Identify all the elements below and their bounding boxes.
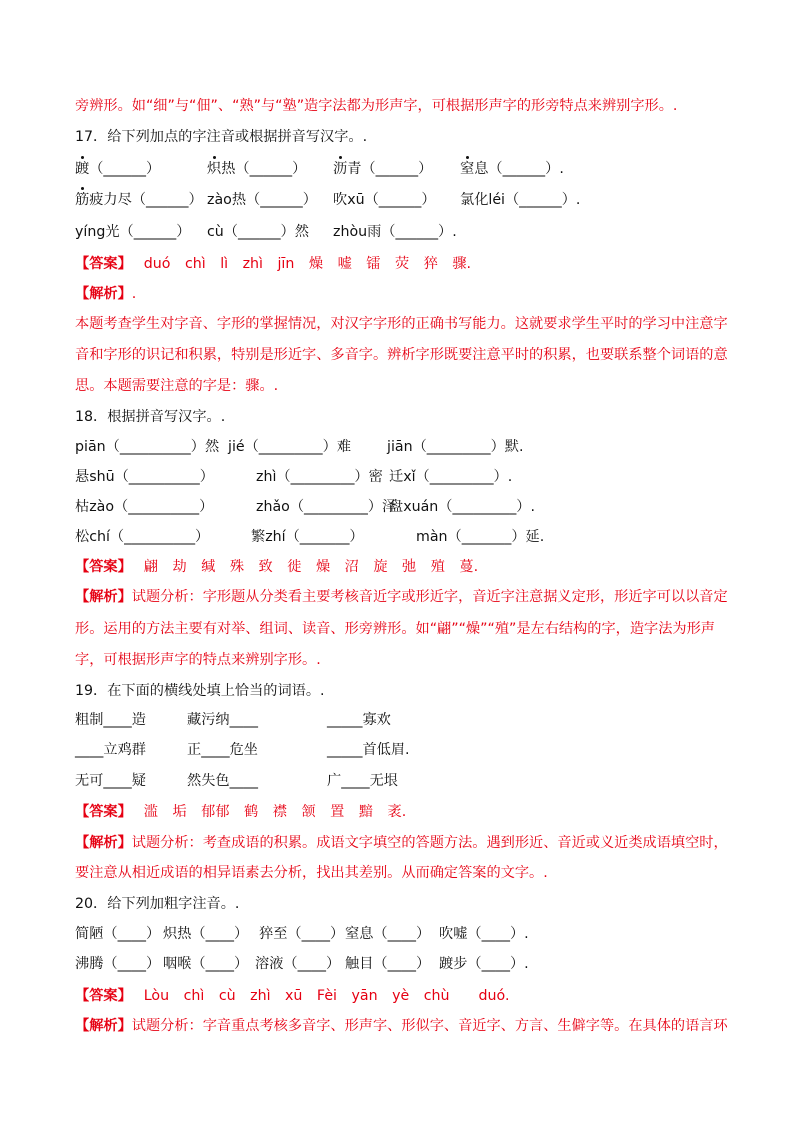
analysis-text: . xyxy=(131,286,137,302)
analysis-line: 字，可根据形声字的特点来辨别字形。. xyxy=(75,652,321,668)
q20-item: 炽热（____） xyxy=(163,926,249,942)
q18-item: zhǎo（_________）泽 xyxy=(256,499,397,515)
previous-analysis-continuation: 旁辨形。如“细”与“佃”、“熟”与“塾”造字法都为形声字，可根据形声字的形旁特点来辨别字形。. xyxy=(75,98,678,114)
q18-item: 枯zào（__________） xyxy=(75,499,214,515)
char: 筋 xyxy=(75,192,90,208)
char: 踱 xyxy=(75,161,90,177)
q17-item xyxy=(460,159,564,179)
analysis-line: 音和字形的识记和积累，特别是形近字、多音字。辨析字形既要注意平时的积累，也要联系整个词语的意 xyxy=(75,347,728,363)
blank-text: 疲力尽（______） xyxy=(89,192,203,208)
answer-text: Lòu chì cù zhì xū Fèi yān yè chù duó. xyxy=(143,988,510,1004)
q18-item: jié（_________）难 xyxy=(228,439,352,455)
q19-item: 正____危坐 xyxy=(187,742,258,758)
q17-item: cù（______）然 xyxy=(207,224,309,240)
q20-item: 溶液（____） xyxy=(255,956,341,972)
q18-item: 迁xǐ（_________）. xyxy=(389,469,513,485)
answer-label: 【答案】 xyxy=(75,256,132,272)
q20-item: 踱步（____）. xyxy=(439,956,529,972)
analysis-label: 【解析】 xyxy=(75,286,132,302)
emphasis-dot xyxy=(213,156,216,159)
question-20-analysis-header xyxy=(75,1016,728,1036)
question-19-analysis-header xyxy=(75,833,728,853)
q20-item: 咽喉（____） xyxy=(163,956,249,972)
blank-text: 热（______） xyxy=(221,161,307,177)
answer-label: 【答案】 xyxy=(75,559,132,575)
emphasized-char xyxy=(460,159,474,179)
q17-item: zào热（______） xyxy=(207,192,317,208)
emphasized-char xyxy=(75,159,89,179)
char: 炽 xyxy=(207,161,222,177)
q20-item: 猝至（____） xyxy=(259,926,345,942)
emphasized-char xyxy=(75,190,89,210)
char: 沥 xyxy=(333,161,348,177)
q20-item: 窒息（____） xyxy=(345,926,431,942)
analysis-text: 试题分析：字形题从分类看主要考核音近字或形近字，音近字注意据义定形，形近字可以以音定 xyxy=(131,589,728,605)
emphasis-dot xyxy=(466,156,469,159)
analysis-text: 试题分析：字音重点考核多音字、形声字、形似字、音近字、方言、生僻字等。在具体的语言环 xyxy=(131,1018,728,1034)
analysis-label: 【解析】 xyxy=(75,1018,132,1034)
q17-item: 氯化léi（______）. xyxy=(460,192,581,208)
q19-item: 无可____疑 xyxy=(75,773,146,789)
q18-item: màn（_______）延. xyxy=(416,529,545,545)
blank-text: （______） xyxy=(89,161,161,177)
q19-item: 粗制____造 xyxy=(75,712,146,728)
q20-item: 吹嘘（____）. xyxy=(439,926,529,942)
emphasis-dot xyxy=(339,156,342,159)
analysis-line: 思。本题需要注意的字是：骤。. xyxy=(75,378,279,394)
question-20-title: 20．给下列加粗字注音。. xyxy=(75,896,240,912)
q17-item xyxy=(75,190,203,210)
q20-item: 简陋（____） xyxy=(75,926,161,942)
char: 窒 xyxy=(460,161,475,177)
q17-item: yíng光（______） xyxy=(75,224,191,240)
q19-item: 广____无垠 xyxy=(327,773,398,789)
question-19-title: 19．在下面的横线处填上恰当的词语。. xyxy=(75,683,325,699)
blank-text: 息（______）. xyxy=(474,161,564,177)
question-18-title: 18．根据拼音写汉字。. xyxy=(75,409,226,425)
analysis-label: 【解析】 xyxy=(75,835,132,851)
analysis-line: 形。运用的方法主要有对举、组词、读音、形旁辨形。如“翩”“燥”“殖”是左右结构的字，造字法为形声 xyxy=(75,621,715,637)
q18-item: 松chí（__________） xyxy=(75,529,210,545)
question-19-answer xyxy=(75,802,406,822)
q17-item: zhòu雨（______）. xyxy=(333,224,457,240)
emphasized-char xyxy=(333,159,347,179)
q20-item: 沸腾（____） xyxy=(75,956,161,972)
q18-item: 悬shū（__________） xyxy=(75,469,214,485)
q19-item: _____寡欢 xyxy=(327,712,391,728)
question-17-analysis-header xyxy=(75,284,136,304)
q18-item: 繁zhí（_______） xyxy=(251,529,364,545)
q18-item: piān（__________）然 xyxy=(75,439,220,455)
q17-item: 吹xū（______） xyxy=(333,192,436,208)
question-20-answer xyxy=(75,986,509,1006)
q17-item xyxy=(333,159,432,179)
blank-text: 青（______） xyxy=(347,161,433,177)
q17-item xyxy=(207,159,306,179)
analysis-text: 试题分析：考查成语的积累。成语文字填空的答题方法。遇到形近、音近或义近类成语填空时， xyxy=(131,835,728,851)
q17-item xyxy=(75,159,160,179)
analysis-line: 要注意从相近成语的相异语素去分析，找出其差别。从而确定答案的文字。. xyxy=(75,865,548,881)
emphasis-dot xyxy=(81,187,84,190)
question-17-title: 17．给下列加点的字注音或根据拼音写汉字。. xyxy=(75,129,368,145)
answer-label: 【答案】 xyxy=(75,988,132,1004)
question-18-answer xyxy=(75,557,478,577)
analysis-label: 【解析】 xyxy=(75,589,132,605)
answer-text: 滥 垢 郁郁 鹤 襟 颔 置 黯 袤. xyxy=(143,804,407,820)
q19-item: _____首低眉. xyxy=(327,742,410,758)
analysis-line: 本题考查学生对字音、字形的掌握情况，对汉字字形的正确书写能力。这就要求学生平时的学习中注意字 xyxy=(75,316,728,332)
q19-item: 藏污纳____ xyxy=(187,712,258,728)
emphasis-dot xyxy=(81,156,84,159)
emphasized-char xyxy=(207,159,221,179)
q18-item: jiān（_________）默. xyxy=(387,439,524,455)
q19-item: ____立鸡群 xyxy=(75,742,146,758)
answer-label: 【答案】 xyxy=(75,804,132,820)
q19-item: 然失色____ xyxy=(187,773,258,789)
question-17-answer xyxy=(75,254,471,274)
q18-item: zhì（_________）密 xyxy=(256,469,383,485)
q20-item: 触目（____） xyxy=(345,956,431,972)
q18-item: 盘xuán（_________）. xyxy=(389,499,535,515)
answer-text: duó chì lì zhì jīn 燥 嘘 镭 荧 猝 骤. xyxy=(143,256,472,272)
question-18-analysis-header xyxy=(75,587,728,607)
answer-text: 翩 劫 缄 殊 致 徙 燥 沼 旋 弛 殖 蔓. xyxy=(143,559,479,575)
